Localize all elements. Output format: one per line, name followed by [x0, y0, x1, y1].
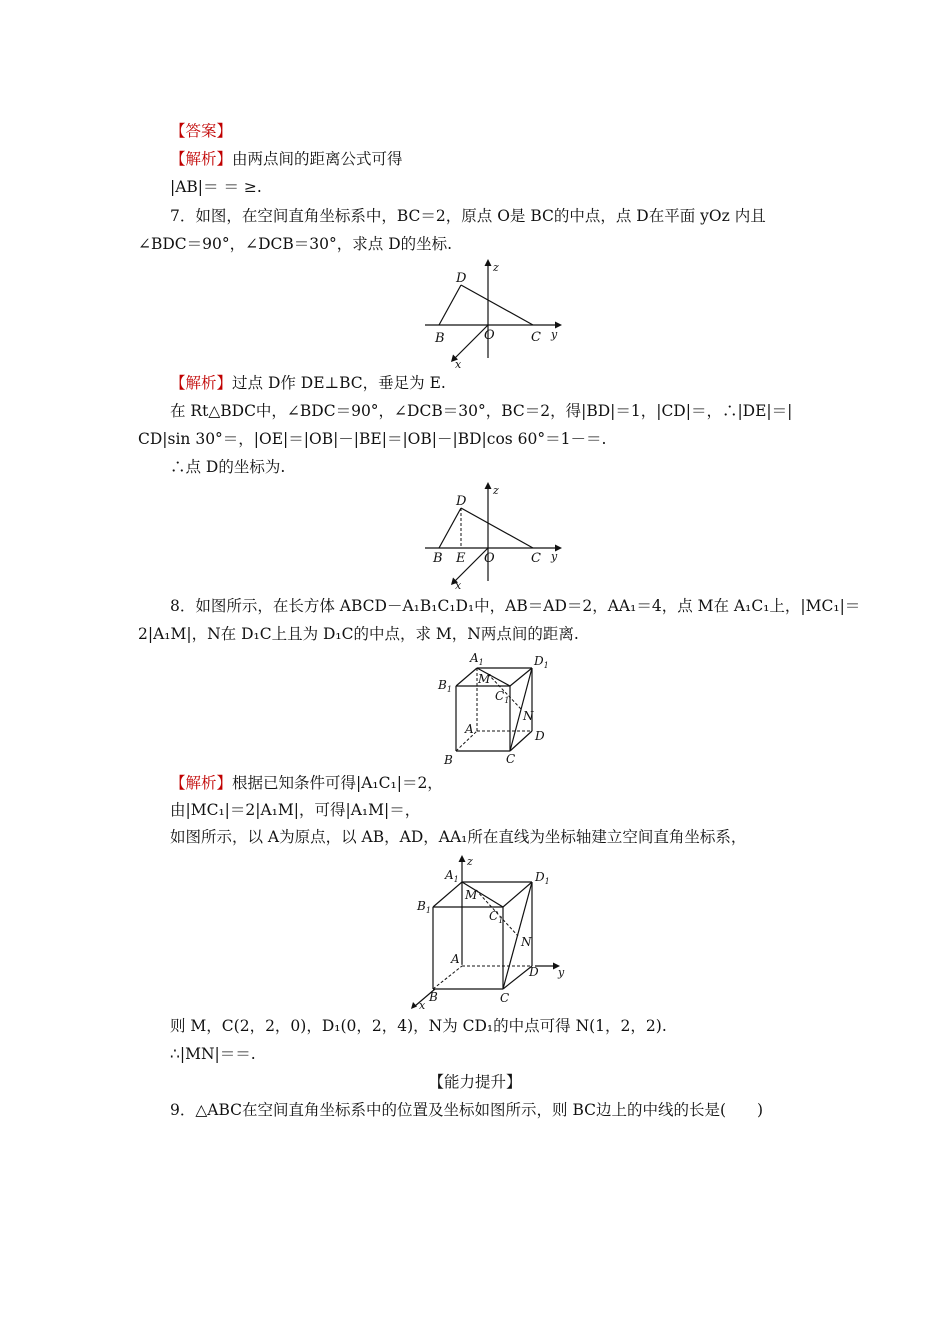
analysis-label: 【解析】: [170, 774, 233, 792]
q6-formula: |AB|＝ ＝ ≥.: [170, 178, 262, 196]
q6-analysis-text: 由两点间的距离公式可得: [232, 150, 403, 168]
label-D: D: [529, 965, 539, 979]
q8-analysis-line-5: ∴|MN|＝＝.: [170, 1045, 256, 1063]
label-M: M: [465, 888, 478, 902]
label-B: B: [435, 331, 445, 346]
label-O: O: [484, 328, 495, 343]
label-N: N: [521, 935, 532, 949]
q8-analysis-line-3: 如图所示，以 A为原点，以 AB，AD，AA₁所在直线为坐标轴建立空间直角坐标系，: [170, 828, 747, 846]
q6-analysis-line: [170, 149, 403, 169]
q8-analysis-text: 根据已知条件可得|A₁C₁|＝2，: [232, 774, 443, 792]
q8-analysis-line-2: 由|MC₁|＝2|A₁M|，可得|A₁M|＝，: [170, 801, 421, 819]
q7-analysis-line-2: 在 Rt△BDC中，∠BDC＝90°，∠DCB＝30°，BC＝2，得|BD|＝1，|CD|＝，∴|DE|＝|: [170, 402, 793, 420]
label-C: C: [500, 991, 510, 1005]
label-x: x: [419, 999, 426, 1012]
label-y: y: [558, 966, 565, 979]
label-A: A: [451, 952, 460, 966]
label-B1: $B_1$: [438, 678, 452, 694]
q7-figure-2: [415, 481, 565, 593]
q8-figure-2: [405, 852, 575, 1012]
label-x: x: [455, 358, 462, 370]
label-B: B: [433, 551, 443, 566]
label-N: N: [523, 709, 534, 723]
label-C1: $C_1$: [489, 909, 504, 925]
label-x: x: [455, 579, 462, 592]
q7-figure-1: [415, 258, 565, 370]
label-D: D: [535, 729, 545, 743]
q7-analysis-line-1: [170, 373, 446, 393]
q7-analysis-line-3: CD|sin 30°＝，|OE|＝|OB|－|BE|＝|OB|－|BD|cos 60°＝1－＝.: [138, 430, 607, 448]
label-D: D: [456, 494, 467, 509]
q7-stem-line-2: ∠BDC＝90°，∠DCB＝30°，求点 D的坐标.: [138, 235, 453, 253]
q8-figure-1: [432, 648, 562, 768]
label-C: C: [506, 752, 516, 766]
label-z: z: [493, 484, 499, 497]
label-y: y: [551, 328, 558, 341]
label-C1: $C_1$: [495, 689, 510, 705]
section-title: 【能力提升】: [428, 1073, 522, 1091]
q8-stem-line-1: 8．如图所示，在长方体 ABCD－A₁B₁C₁D₁中，AB＝AD＝2，AA₁＝4，点 M在 A₁C₁上，|MC₁|＝: [170, 597, 861, 615]
q7-stem-line-1: 7．如图，在空间直角坐标系中，BC＝2，原点 O是 BC的中点，点 D在平面 yOz 内且: [170, 207, 766, 225]
q8-stem-line-2: 2|A₁M|，N在 D₁C上且为 D₁C的中点，求 M，N两点间的距离.: [138, 625, 579, 643]
label-D1: $D_1$: [535, 870, 550, 886]
analysis-label: 【解析】: [170, 150, 233, 168]
label-E: E: [456, 551, 466, 566]
label-A1: $A_1$: [445, 868, 459, 884]
label-y: y: [551, 550, 558, 563]
label-A: A: [465, 722, 474, 736]
label-O: O: [484, 551, 495, 566]
label-z: z: [467, 855, 473, 868]
label-A1: $A_1$: [470, 651, 484, 667]
label-z: z: [493, 261, 499, 274]
q7-analysis-line-4: ∴点 D的坐标为.: [170, 458, 286, 476]
analysis-label: 【解析】: [170, 374, 233, 392]
label-C: C: [531, 551, 541, 566]
q9-stem: 9．△ABC在空间直角坐标系中的位置及坐标如图所示，则 BC边上的中线的长是( ): [170, 1101, 764, 1119]
label-M: M: [478, 672, 491, 686]
q8-analysis-line-4: 则 M，C(2，2，0)，D₁(0，2，4)，N为 CD₁的中点可得 N(1，2，2).: [170, 1017, 667, 1035]
label-D1: $D_1$: [534, 654, 549, 670]
label-C: C: [531, 330, 541, 345]
label-B: B: [429, 990, 438, 1004]
label-B: B: [444, 753, 453, 767]
answer-label: 【答案】: [170, 122, 233, 140]
label-D: D: [456, 271, 467, 286]
q8-analysis-line-1: [170, 773, 443, 793]
label-B1: $B_1$: [417, 899, 431, 915]
q7-analysis-text: 过点 D作 DE⊥BC，垂足为 E.: [232, 374, 446, 392]
